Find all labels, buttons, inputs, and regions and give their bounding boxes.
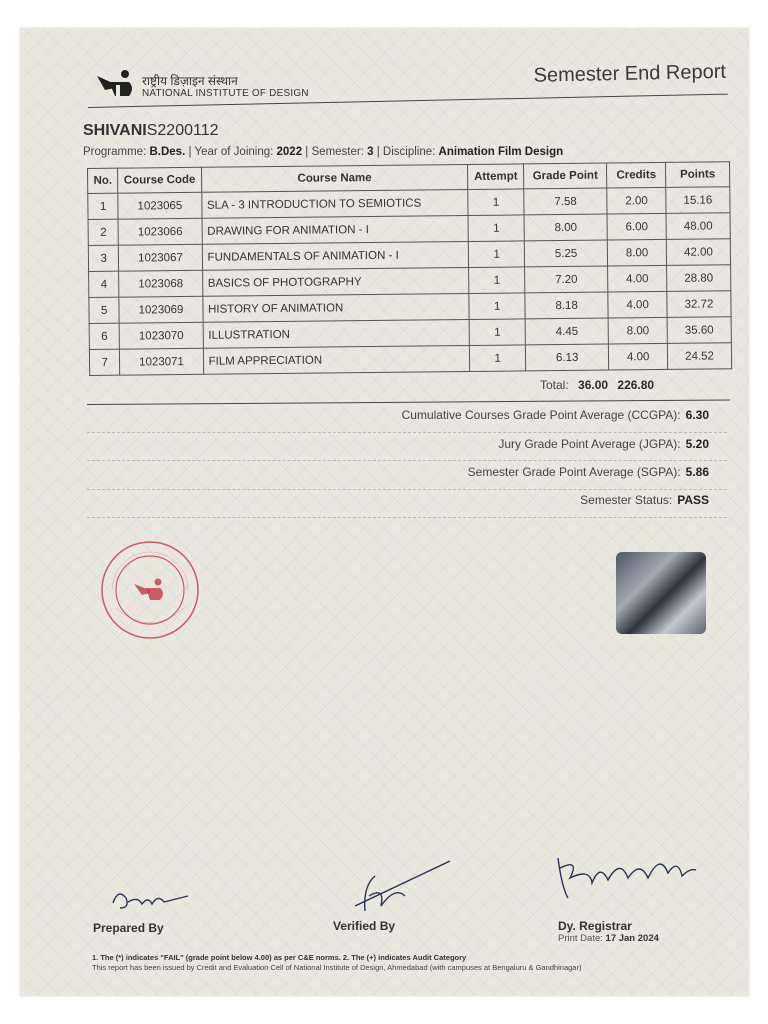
report-sheet [20, 28, 749, 996]
total-label: Total: [540, 378, 569, 392]
student-heading [83, 122, 219, 140]
status-value: PASS [677, 493, 709, 507]
cell-course-name: BASICS OF PHOTOGRAPHY [202, 268, 469, 297]
discipline-label: Discipline: [382, 146, 436, 158]
year-value: 2022 [276, 146, 303, 158]
print-date-value: 17 Jan 2024 [605, 933, 659, 944]
header-grade-point: Grade Point [524, 163, 607, 189]
cell-no: 1 [88, 193, 119, 219]
divider [87, 517, 727, 518]
total-row [540, 378, 654, 392]
cell-course-code: 1023071 [120, 348, 203, 375]
cell-points: 42.00 [666, 239, 730, 266]
cell-credits: 4.00 [608, 265, 667, 292]
sgpa-label: Semester Grade Point Average (SGPA): [467, 465, 681, 479]
header-course-name: Course Name [201, 165, 468, 193]
nid-logo-icon [95, 68, 135, 102]
cell-credits: 4.00 [608, 291, 667, 318]
prepared-by-signature [108, 878, 198, 918]
status-label: Semester Status: [580, 493, 673, 507]
sgpa-value: 5.86 [685, 465, 709, 479]
cell-attempt: 1 [469, 241, 525, 268]
cell-no: 2 [88, 219, 119, 245]
report-title: Semester End Report [533, 60, 727, 87]
sgpa-line [468, 465, 709, 479]
cell-course-name: FUNDAMENTALS OF ANIMATION - I [202, 242, 469, 271]
programme-value: B.Des. [149, 146, 186, 158]
print-date-line [558, 933, 659, 944]
divider [87, 432, 727, 433]
cell-no: 3 [88, 245, 119, 271]
year-label: Year of Joining: [194, 146, 274, 158]
cell-grade-point: 7.20 [525, 266, 608, 293]
prepared-by-label: Prepared By [93, 921, 164, 935]
header-points: Points [666, 162, 730, 188]
cell-course-code: 1023068 [119, 270, 202, 297]
verified-by-label: Verified By [333, 919, 396, 933]
cell-credits: 8.00 [608, 239, 667, 266]
cell-credits: 6.00 [607, 213, 666, 240]
org-name-english: NATIONAL INSTITUTE OF DESIGN [142, 88, 309, 99]
cell-course-name: HISTORY OF ANIMATION [202, 294, 469, 323]
cell-attempt: 1 [468, 189, 524, 216]
cell-points: 35.60 [667, 317, 731, 344]
cell-course-name: DRAWING FOR ANIMATION - I [202, 216, 469, 245]
total-credits: 36.00 [578, 378, 609, 392]
status-line [580, 493, 709, 507]
cell-grade-point: 5.25 [524, 240, 607, 267]
org-name-hindi: राष्ट्रीय डिज़ाइन संस्थान [142, 74, 238, 88]
cell-points: 15.16 [666, 187, 730, 214]
cell-course-name: FILM APPRECIATION [203, 346, 470, 375]
ccgpa-value: 6.30 [685, 408, 709, 422]
cell-no: 6 [89, 323, 120, 349]
divider [87, 489, 727, 490]
cell-course-code: 1023070 [120, 322, 203, 349]
jgpa-value: 5.20 [685, 437, 709, 451]
discipline-value: Animation Film Design [438, 146, 564, 158]
cell-course-code: 1023066 [118, 218, 201, 245]
cell-course-code: 1023067 [119, 244, 202, 271]
registrar-signature [550, 848, 700, 908]
print-date-label: Print Date: [558, 933, 603, 944]
cell-credits: 8.00 [608, 317, 667, 344]
cell-points: 28.80 [667, 265, 731, 292]
cell-attempt: 1 [469, 267, 525, 294]
cell-attempt: 1 [470, 345, 526, 372]
hologram-sticker [616, 552, 706, 634]
cell-course-code: 1023069 [119, 296, 202, 323]
cell-grade-point: 8.00 [524, 214, 607, 241]
cell-points: 32.72 [667, 291, 731, 318]
cell-course-code: 1023065 [118, 192, 201, 219]
cell-grade-point: 4.45 [525, 318, 608, 345]
programme-label: Programme: [83, 146, 147, 158]
header-no: No. [88, 168, 119, 193]
student-name: SHIVANI [83, 122, 147, 139]
verified-by-signature [345, 856, 455, 916]
cell-attempt: 1 [469, 319, 525, 346]
registrar-label: Dy. Registrar [558, 919, 632, 933]
footer-note-issuer: This report has been issued by Credit and Evaluation Cell of National Institute of Design, Ahmedabad (with campuses at Bengaluru & Gandhinagar) [92, 963, 582, 972]
header-credits: Credits [607, 162, 666, 188]
cell-grade-point: 7.58 [524, 188, 607, 215]
table-row [89, 343, 731, 376]
total-points: 226.80 [617, 378, 655, 392]
cell-grade-point: 8.18 [525, 292, 608, 319]
divider [87, 460, 727, 461]
cell-no: 4 [89, 271, 120, 297]
cell-credits: 4.00 [609, 343, 668, 370]
header-attempt: Attempt [468, 164, 524, 190]
cell-no: 5 [89, 297, 120, 323]
cell-credits: 2.00 [607, 187, 666, 214]
cell-attempt: 1 [469, 293, 525, 320]
jgpa-line [498, 437, 709, 451]
cell-attempt: 1 [468, 215, 524, 242]
student-id: S2200112 [146, 122, 219, 139]
cell-points: 24.52 [667, 343, 731, 370]
cell-course-name: SLA - 3 INTRODUCTION TO SEMIOTICS [201, 190, 468, 219]
jgpa-label: Jury Grade Point Average (JGPA): [498, 437, 681, 451]
semester-value: 3 [367, 146, 374, 158]
cell-points: 48.00 [666, 213, 730, 240]
header-course-code: Course Code [118, 167, 201, 193]
grades-table [87, 161, 732, 376]
cell-course-name: ILLUSTRATION [203, 320, 470, 349]
cell-no: 7 [89, 349, 120, 375]
ccgpa-line [402, 408, 709, 422]
semester-label: Semester: [311, 146, 364, 158]
nid-seal-stamp [98, 538, 202, 642]
footer-note-legend: 1. The (*) indicates "FAIL" (grade point below 4.00) as per C&E norms. 2. The (+) indicates Audit Category [92, 953, 467, 962]
total-rule [87, 400, 730, 405]
cell-grade-point: 6.13 [525, 344, 608, 371]
ccgpa-label: Cumulative Courses Grade Point Average (CCGPA): [401, 408, 681, 422]
programme-line: Programme: B.Des. | Year of Joining: 2022 | Semester: 3 | Discipline: Animation Film Design [83, 146, 564, 158]
